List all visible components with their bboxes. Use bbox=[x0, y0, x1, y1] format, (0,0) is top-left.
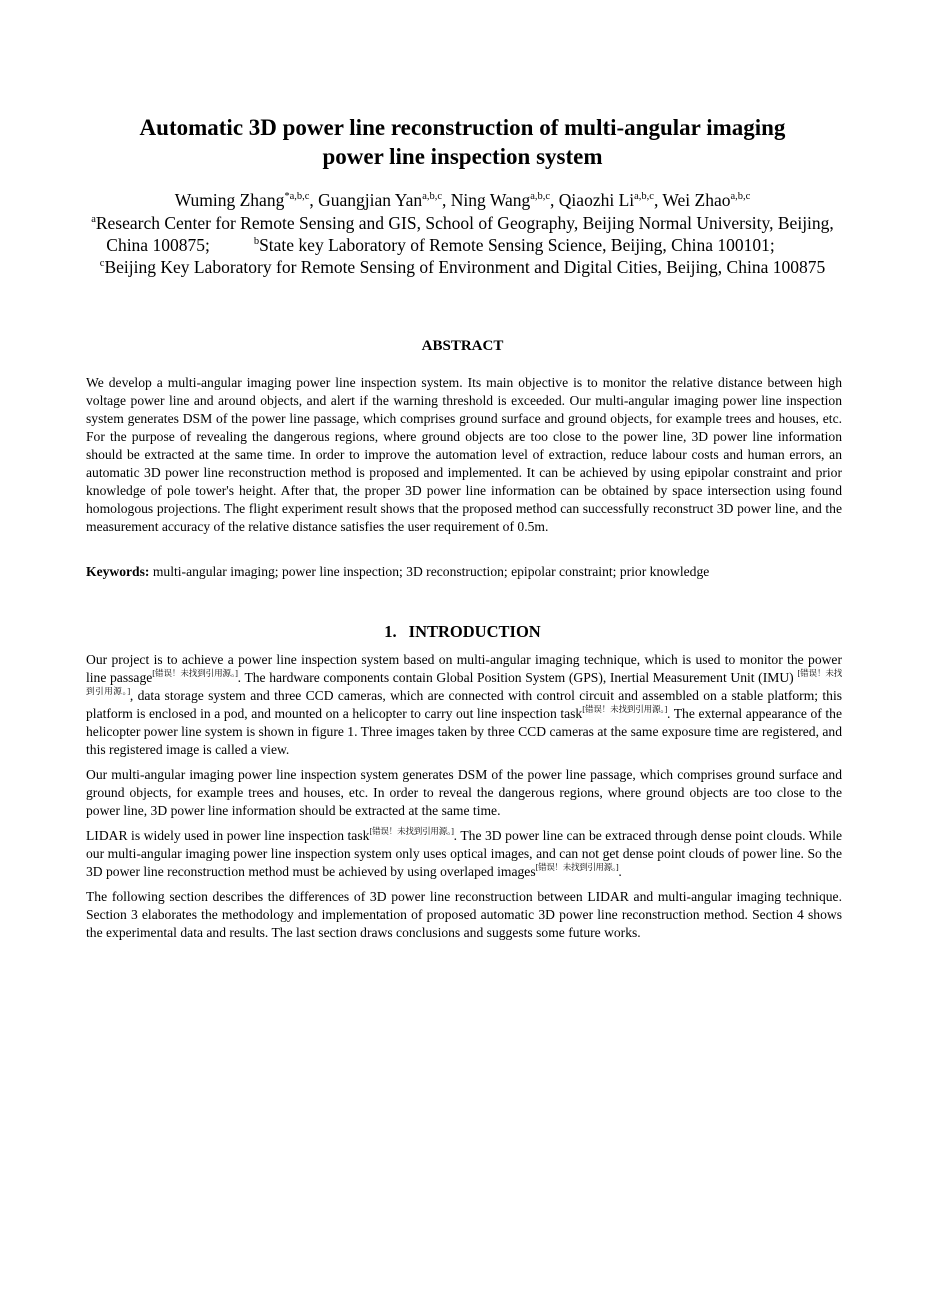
intro-text: . bbox=[618, 864, 622, 879]
section-number: 1. bbox=[384, 622, 397, 641]
paper-title bbox=[80, 113, 845, 171]
citation-marker: [错误！未找到引用源。] bbox=[582, 704, 667, 714]
affiliation-a: Research Center for Remote Sensing and GIS, School of Geography, Beijing Normal University, Beijing, China 100875; bbox=[95, 213, 834, 255]
citation-marker: [错误！未找到引用源。] bbox=[369, 826, 454, 836]
section-heading-introduction bbox=[0, 622, 925, 642]
section-title: INTRODUCTION bbox=[408, 622, 541, 641]
citation-marker: [错误！未找到引用源。] bbox=[152, 668, 238, 678]
author-name: Wuming Zhang bbox=[174, 190, 285, 210]
affiliation-marker-c: c bbox=[99, 258, 105, 269]
citation-marker: [错误！未找到引用源。] bbox=[535, 862, 619, 872]
intro-text: LIDAR is widely used in power line inspection task bbox=[86, 828, 370, 843]
intro-paragraph-1 bbox=[86, 651, 842, 759]
abstract-text bbox=[86, 374, 842, 543]
abstract-heading: ABSTRACT bbox=[421, 338, 504, 354]
author-name: Qiaozhi Li bbox=[558, 190, 635, 210]
intro-paragraph-2: Our multi-angular imaging power line inspection system generates DSM of the power line passage, which comprises ground surface and ground objects, for example trees and houses, etc. In order to reveal the dangerous regions, where ground objects are too close to the power line, 3D power line information should be extracted at the same time. bbox=[86, 767, 842, 818]
citation-marker: [错误！未找到引用源。] bbox=[86, 668, 843, 696]
keywords-list: multi-angular imaging; power line inspection; 3D reconstruction; epipolar constraint; prior knowledge bbox=[152, 564, 710, 579]
author-affiliation-marker: a,b,c bbox=[530, 191, 551, 202]
author-affiliation-marker: a,b,c bbox=[634, 191, 654, 202]
keywords-label: Keywords: bbox=[86, 564, 150, 579]
intro-text: , data storage system and three CCD cameras, which are connected with control circuit and assembled on a stable platform; this platform is enclosed in a pod, and mounted on a helicopter to carry out line inspection task bbox=[86, 688, 843, 721]
affiliation-marker-b: b bbox=[253, 236, 260, 247]
keywords bbox=[86, 563, 842, 588]
author-name: Guangjian Yan bbox=[318, 190, 423, 210]
author-name: Wei Zhao bbox=[662, 190, 731, 210]
affiliation-marker-a: a bbox=[91, 214, 96, 225]
author-affiliation-marker: a,b,c bbox=[422, 191, 443, 202]
intro-text: . The 3D power line can be extraced through dense point clouds. While our multi-angular imaging power line inspection system only uses optical images, and can not get dense point clouds of power line. So the 3D power line reconstruction method must be achieved by using overlaped images bbox=[86, 828, 843, 879]
intro-paragraph-4: The following section describes the differences of 3D power line reconstruction between LIDAR and multi-angular imaging technique. Section 3 elaborates the methodology and implementation of proposed automatic 3D power line reconstruction method. Section 4 shows the experimental data and results. The last section draws conclusions and suggests some future works. bbox=[86, 889, 842, 940]
intro-paragraph-3 bbox=[86, 827, 842, 881]
intro-text: Our project is to achieve a power line inspection system based on multi-angular imaging technique, which is used to monitor the power line passage bbox=[86, 652, 842, 685]
author-name: Ning Wang bbox=[450, 190, 531, 210]
author-list: Wuming Zhang$^{*a,b,c}$, Guangjian Yan$^{a,b,c}$, Ning Wang$^{a,b,c}$, Qiaozhi Li$^{a,b,c}$, Wei Zhao$^{a,b,c}$ bbox=[174, 190, 751, 210]
author-affiliation-marker: *a,b,c bbox=[284, 191, 310, 202]
author-affiliation-marker: a,b,c bbox=[730, 191, 751, 202]
affiliations bbox=[80, 212, 845, 278]
title-line-1: Automatic 3D power line reconstruction of multi-angular imaging bbox=[139, 115, 786, 140]
intro-text: . The external appearance of the helicopter power line system is shown in figure 1. Three images taken by three CCD cameras at the same exposure time are registered, and this registered image is called a view. bbox=[86, 706, 842, 757]
affiliation-b: State key Laboratory of Remote Sensing Science, Beijing, China 100101; bbox=[259, 235, 775, 255]
introduction-body bbox=[86, 651, 842, 949]
intro-text: . The hardware components contain Global Position System (GPS), Inertial Measurement Unit (IMU) bbox=[237, 670, 794, 685]
title-line-2: power line inspection system bbox=[322, 144, 603, 169]
abstract-paragraph: We develop a multi-angular imaging power line inspection system. Its main objective is to monitor the relative distance between high voltage power line and around objects, and alert if the warning threshold is exceeded. Our multi-angular imaging power line inspection system generates DSM of the power line passage, which comprises ground surface and ground objects, for example trees and houses, etc. For the purpose of revealing the dangerous regions, where ground objects are too close to the power line, 3D power line information should be extracted at the same time. In order to improve the automation level of extraction, reduce labour costs and human errors, an automatic 3D power line reconstruction method is proposed and implemented. It can be achieved by using epipolar constraint and prior knowledge of pole tower's height. After that, the proper 3D power line information can be obtained by space intersection using found homologous projections. The flight experiment result shows that the proposed method can successfully reconstruct 3D power line, and the measurement accuracy of the relative distance satisfies the user requirement of 0.5m. bbox=[86, 375, 842, 534]
affiliation-c: Beijing Key Laboratory for Remote Sensing of Environment and Digital Cities, Beijing, China 100875 bbox=[104, 257, 826, 277]
